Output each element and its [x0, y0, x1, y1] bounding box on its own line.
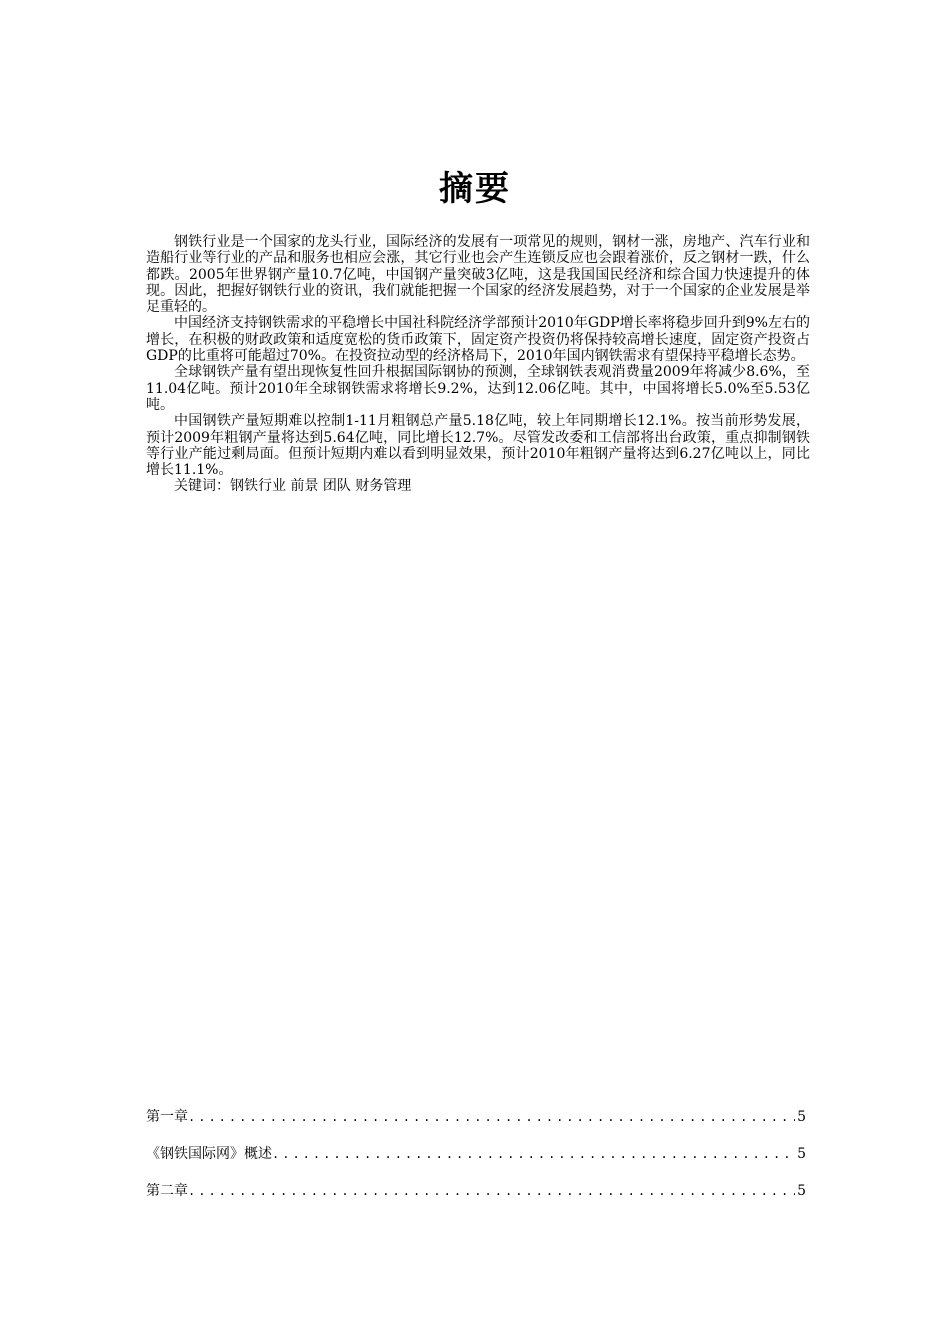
toc-dot-leader [188, 1184, 795, 1198]
abstract-paragraph: 中国钢铁产量短期难以控制1-11月粗钢总产量5.18亿吨，较上年同期增长12.1%。按当前形势发展，预计2009年粗钢产量将达到5.64亿吨，同比增长12.7%。尽管发改委和工信部将出台政策，重点抑制钢铁等行业产能过剩局面。但预计短期内难以看到明显效果，预计2010年粗钢产量将达到6.27亿吨以上，同比增长11.1%。 [146, 413, 810, 479]
toc-entry-label: 第二章 [146, 1183, 188, 1199]
keywords-line: 关键词：钢铁行业 前景 团队 财务管理 [174, 478, 412, 495]
toc-entry[interactable] [146, 1180, 806, 1204]
page-title: 摘要 [439, 169, 511, 209]
toc-dot-leader [272, 1147, 795, 1161]
toc-entry-page: 5 [797, 1109, 806, 1125]
abstract-paragraph: 钢铁行业是一个国家的龙头行业，国际经济的发展有一项常见的规则，钢材一涨，房地产、汽车行业和造船行业等行业的产品和服务也相应会涨，其它行业也会产生连锁反应也会跟着涨价，反之钢材一跌，什么都跌。2005年世界钢产量10.7亿吨，中国钢产量突破3亿吨，这是我国国民经济和综合国力快速提升的体现。因此，把握好钢铁行业的资讯，我们就能把握一个国家的经济发展趋势，对于一个国家的企业发展是举足重轻的。 [146, 234, 810, 316]
toc-entry-page: 5 [797, 1183, 806, 1199]
toc-dot-leader [188, 1110, 795, 1124]
toc-entry-page: 5 [797, 1146, 806, 1162]
toc-entry-label: 《钢铁国际网》概述 [146, 1146, 272, 1162]
toc-entry[interactable] [146, 1106, 806, 1130]
abstract-body [146, 234, 810, 495]
abstract-paragraph: 全球钢铁产量有望出现恢复性回升根据国际钢协的预测，全球钢铁表观消费量2009年将减少8.6%，至11.04亿吨。预计2010年全球钢铁需求将增长9.2%，达到12.06亿吨。其中，中国将增长5.0%至5.53亿吨。 [146, 364, 810, 413]
toc-entry[interactable] [146, 1143, 806, 1167]
table-of-contents [146, 1106, 806, 1217]
toc-entry-label: 第一章 [146, 1109, 188, 1125]
abstract-paragraph: 中国经济支持钢铁需求的平稳增长中国社科院经济学部预计2010年GDP增长率将稳步回升到9%左右的增长，在积极的财政政策和适度宽松的货币政策下，固定资产投资仍将保持较高增长速度，固定资产投资占GDP的比重将可能超过70%。在投资拉动型的经济格局下，2010年国内钢铁需求有望保持平稳增长态势。 [146, 315, 810, 365]
